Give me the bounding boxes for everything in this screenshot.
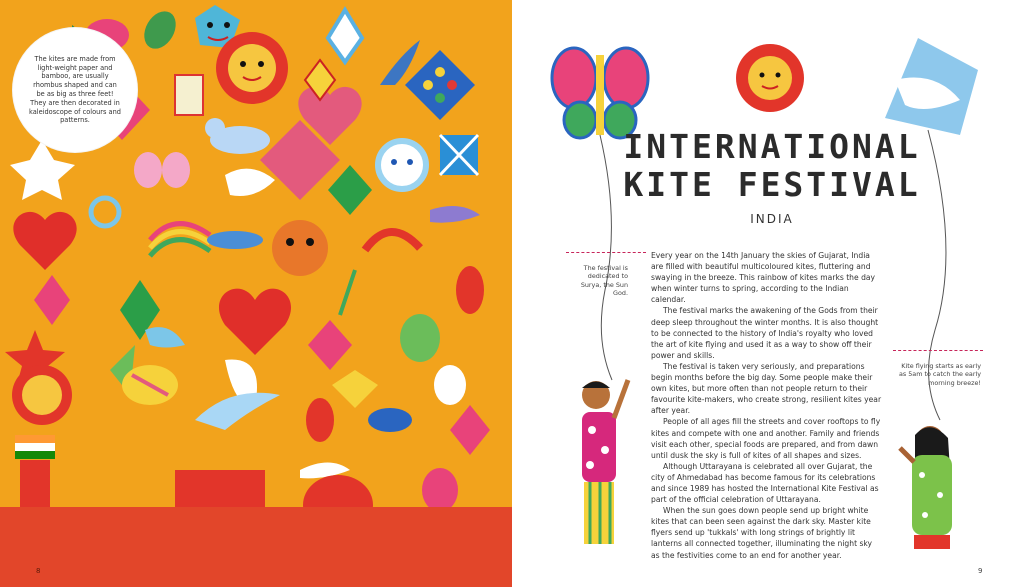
sun-icon (736, 44, 804, 112)
title-line-1: INTERNATIONAL (623, 127, 921, 166)
page-title (612, 128, 932, 204)
paragraph: When the sun goes down people send up bright white kites that can been seen against the dark sky. Master kite flyers send up 'tukkals' with long strings of brightly lit lanterns all connected together, illuminating the night sky as the festivities come to an end for another year. (651, 506, 873, 560)
article-body (651, 250, 883, 561)
girl-flying-kite-icon (900, 426, 952, 549)
boy-flying-kite-icon (582, 380, 628, 544)
paragraph: The festival is taken very seriously, and preparations begin months before the big day. Some people make their own kites, but more often than not people return to their favourite kite-makers, who create strong, resilient kites year after year. (651, 361, 882, 416)
divider-right (893, 350, 983, 351)
paragraph: Although Uttarayana is celebrated all over Gujarat, the city of Ahmedabad has become famous for its celebrations and since 1989 has hosted the International Kite Festival as part of the official celebration of Uttarayana. (651, 461, 879, 505)
title-line-2: KITE FESTIVAL (623, 165, 921, 204)
page-number-right: 9 (978, 567, 983, 575)
side-note-surya: The festival is dedicated to Surya, the Sun God. (580, 264, 628, 298)
info-bubble-text: The kites are made from light-weight paper and bamboo, are usually rhombus shaped and can be as big as three feet! They are then decorated in kaleidoscope of colours and patterns. (29, 54, 121, 125)
side-note-early-morning: Kite flying starts as early as 5am to catch the early morning breeze! (898, 362, 981, 387)
page-number-left: 8 (36, 567, 41, 575)
paragraph: The festival marks the awakening of the Gods from their deep sleep throughout the winter months. It is also thought to be connected to the history of India's royalty who loved the art of kite flying and used it as a way to show off their power and skills. (651, 306, 879, 360)
paragraph: Every year on the 14th January the skies of Gujarat, India are filled with beautiful multicoloured kites, fluttering and swaying in the breeze. This rainbow of kites marks the day when winter turns to spring, according to the Indian calendar. (651, 251, 876, 305)
country-subtitle: INDIA (750, 212, 794, 226)
divider-left (566, 252, 646, 253)
paragraph: People of all ages fill the streets and cover rooftops to fly kites and compete with one and another. Family and friends visit each other, special foods are prepared, and from dawn until dusk the sky is full of kites of all shapes and sizes. (651, 417, 881, 460)
